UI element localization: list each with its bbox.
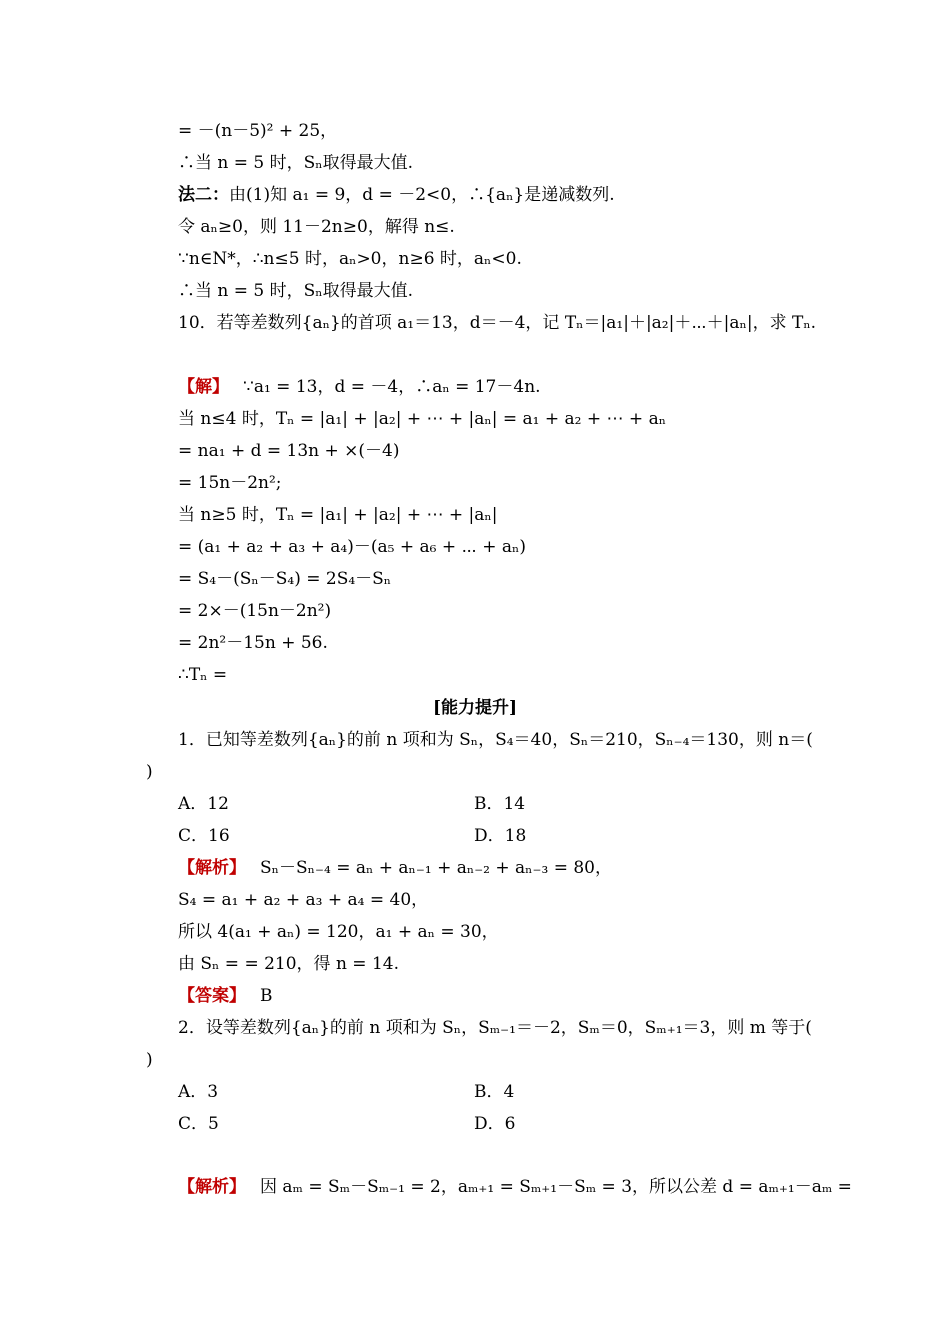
text-line: 当 n≤4 时，Tₙ = |a₁| + |a₂| + ⋯ + |aₙ| = a₁ + a₂ + ⋯ + aₙ <box>178 409 667 429</box>
q2-option-b: B．4 <box>474 1082 515 1102</box>
text-line: ∵n∈N*，∴n≤5 时，aₙ>0，n≥6 时，aₙ<0. <box>178 249 522 269</box>
analysis-tag: 【解析】 <box>178 858 246 878</box>
q2-option-d: D．6 <box>474 1114 516 1134</box>
text-line-content: 由(1)知 a₁ = 9，d = －2<0，∴{aₙ}是递减数列. <box>229 185 615 205</box>
text-line: = 2n²－15n + 56. <box>178 633 328 653</box>
text-line: ∴Tₙ = <box>178 665 228 685</box>
text-line: 当 n≥5 时，Tₙ = |a₁| + |a₂| + ⋯ + |aₙ| <box>178 505 498 525</box>
q2-option-c: C．5 <box>178 1114 219 1134</box>
analysis-tag: 【解析】 <box>178 1177 246 1197</box>
q1-analysis-line <box>178 857 612 879</box>
solution-tag: 【解】 <box>178 377 229 397</box>
answer-tag: 【答案】 <box>178 986 246 1006</box>
question-1-stem: 1．已知等差数列{aₙ}的前 n 项和为 Sₙ，S₄＝40，Sₙ＝210，Sₙ₋₄＝130，则 n＝( <box>178 730 813 750</box>
answer-value: B <box>260 986 273 1006</box>
q1-option-b: B．14 <box>474 794 526 814</box>
q1-answer-line <box>178 985 273 1007</box>
text-line <box>178 184 615 206</box>
text-line: = S₄－(Sₙ－S₄) = 2S₄－Sₙ <box>178 569 392 589</box>
question-2-stem: 2．设等差数列{aₙ}的前 n 项和为 Sₙ，Sₘ₋₁＝－2，Sₘ＝0，Sₘ₊₁＝3，则 m 等于( <box>178 1018 812 1038</box>
q1-option-c: C．16 <box>178 826 230 846</box>
method-two-label: 法二： <box>178 185 229 205</box>
text-line: = 15n－2n²; <box>178 473 282 493</box>
q1-option-a: A．12 <box>178 794 229 814</box>
q2-option-a: A．3 <box>178 1082 219 1102</box>
q1-analysis-line: 所以 4(a₁ + aₙ) = 120，a₁ + aₙ = 30， <box>178 922 499 942</box>
text-line: 令 aₙ≥0，则 11－2n≥0，解得 n≤. <box>178 217 455 237</box>
q2-analysis-line <box>178 1176 852 1198</box>
text-line: = －(n－5)² + 25， <box>178 121 338 141</box>
q1-analysis-line: 由 Sₙ = = 210，得 n = 14. <box>178 954 399 974</box>
text-line: = na₁ + d = 13n + ×(－4) <box>178 441 400 461</box>
q1-analysis-line: S₄ = a₁ + a₂ + a₃ + a₄ = 40， <box>178 890 429 910</box>
text-line: = (a₁ + a₂ + a₃ + a₄)－(a₅ + a₆ + ⋯ + aₙ) <box>178 537 526 557</box>
question-1-close: ) <box>146 762 153 782</box>
analysis-text: Sₙ－Sₙ₋₄ = aₙ + aₙ₋₁ + aₙ₋₂ + aₙ₋₃ = 80， <box>260 858 613 878</box>
text-line-content: ∵a₁ = 13，d = －4，∴aₙ = 17－4n. <box>243 377 541 397</box>
question-10: 10．若等差数列{aₙ}的首项 a₁＝13，d＝－4，记 Tₙ＝|a₁|＋|a₂|＋⋯＋|aₙ|，求 Tₙ. <box>178 313 817 333</box>
text-line: ∴当 n = 5 时，Sₙ取得最大值. <box>178 281 414 301</box>
analysis-text: 因 aₘ = Sₘ－Sₘ₋₁ = 2，aₘ₊₁ = Sₘ₊₁－Sₘ = 3，所以公差 d = aₘ₊₁－aₘ = <box>260 1177 852 1197</box>
q1-option-d: D．18 <box>474 826 527 846</box>
text-line: = 2×－(15n－2n²) <box>178 601 332 621</box>
text-line: ∴当 n = 5 时，Sₙ取得最大值. <box>178 153 414 173</box>
text-line <box>178 376 541 398</box>
section-title: [能力提升] <box>432 698 518 718</box>
question-2-close: ) <box>146 1050 153 1070</box>
